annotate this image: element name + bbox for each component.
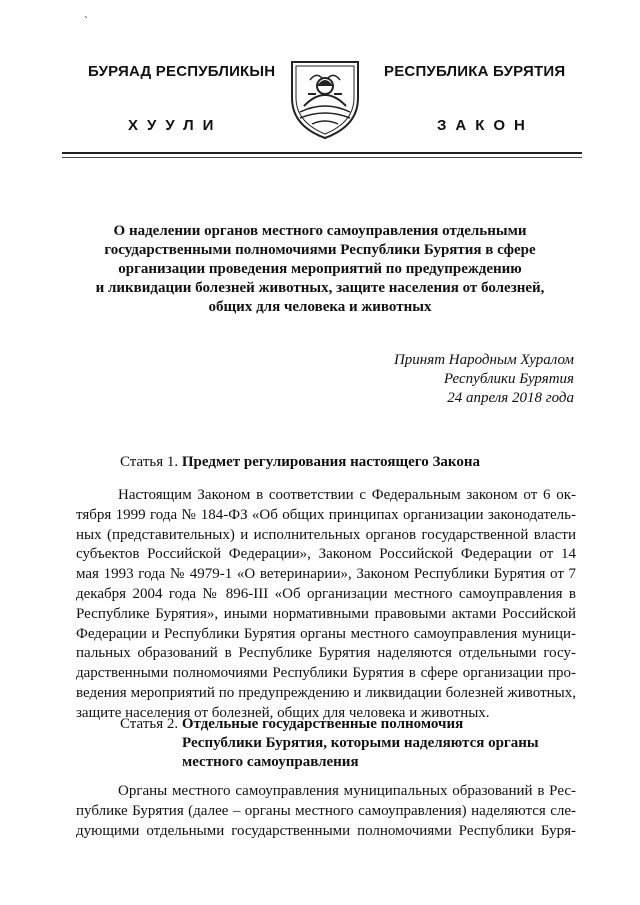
paragraph-line: Республике Бурятия», иными нормативными правовыми актами Российской [76, 605, 576, 622]
law-title-line: общих для человека и животных [208, 299, 432, 315]
paragraph-line: ных (представительных) и исполнительных органов государственной власти [76, 526, 576, 543]
paragraph-line: Настоящим Законом в соответствии с Федеральным законом от 6 ок- [118, 487, 576, 503]
paragraph-line: пальных образований в Республике Бурятия наделяются отдельными госу- [76, 645, 576, 662]
header-right-title: РЕСПУБЛИКА БУРЯТИЯ [384, 63, 566, 80]
article-2-prefix: Статья 2. [120, 716, 179, 732]
document-header [0, 60, 640, 160]
adoption-note [394, 351, 574, 408]
article-1-heading [120, 453, 480, 472]
law-title [80, 222, 560, 317]
paragraph-line: ведения мероприятий по предупреждению и ликвидации болезней животных, [76, 684, 576, 701]
paragraph-line: дующими отдельными государственными полномочиями Республики Буря- [76, 822, 576, 839]
law-title-line: государственными полномочиями Республики Бурятия в сфере [104, 242, 536, 258]
adoption-note-line: Республики Бурятия [443, 371, 574, 387]
paragraph-line: мая 1993 года № 4979-1 «О ветеринарии», Законом Республики Бурятия от 7 [76, 566, 576, 583]
paragraph-line: тября 1999 года № 184-ФЗ «Об общих принципах организации законодатель- [76, 506, 576, 523]
article-2-title-cont: Республики Бурятия, которыми наделяются органы [182, 735, 539, 751]
paragraph-line: публике Бурятия (далее – органы местного самоуправления) наделяются сле- [76, 802, 576, 819]
article-1-prefix: Статья 1. [120, 454, 179, 470]
paragraph-line: Органы местного самоуправления муниципальных образований в Рес- [118, 783, 576, 799]
paragraph-line: субъектов Российской Федерации», Законом Российской Федерации от 14 [76, 546, 576, 563]
adoption-date: 24 апреля 2018 года [447, 390, 574, 406]
article-2-heading [120, 715, 463, 734]
paragraph-line: защите населения от болезней, общих для человека и животных. [76, 704, 490, 721]
header-rule-thin [62, 157, 582, 158]
header-left-title: БУРЯАД РЕСПУБЛИКЫН [88, 63, 276, 80]
corner-mark: ` [84, 14, 88, 28]
header-rule-thick [62, 152, 582, 154]
paragraph-line: декабря 2004 года № 896-III «Об организации местного самоуправления в [76, 585, 576, 602]
header-left-subtitle: ХУУЛИ [128, 117, 223, 134]
article-2-body [76, 782, 576, 841]
law-title-line: и ликвидации болезней животных, защите населения от болезней, [95, 280, 545, 296]
article-1-body [76, 486, 576, 724]
paragraph-line: Федерации и Республики Бурятия органы местного самоуправления муници- [76, 625, 576, 642]
paragraph-line: дарственными полномочиями Республики Бурятия в сфере организации про- [76, 665, 576, 682]
header-right-subtitle: ЗАКОН [437, 117, 534, 134]
coat-of-arms-emblem-icon [286, 54, 364, 140]
adoption-note-line: Принят Народным Хуралом [393, 352, 574, 368]
article-2-title-cont: местного самоуправления [182, 754, 359, 770]
article-1-title: Предмет регулирования настоящего Закона [181, 454, 480, 470]
law-title-line: О наделении органов местного самоуправления отдельными [113, 223, 527, 239]
article-2-title: Отдельные государственные полномочия [181, 716, 464, 732]
law-title-line: организации проведения мероприятий по предупреждению [118, 261, 522, 277]
